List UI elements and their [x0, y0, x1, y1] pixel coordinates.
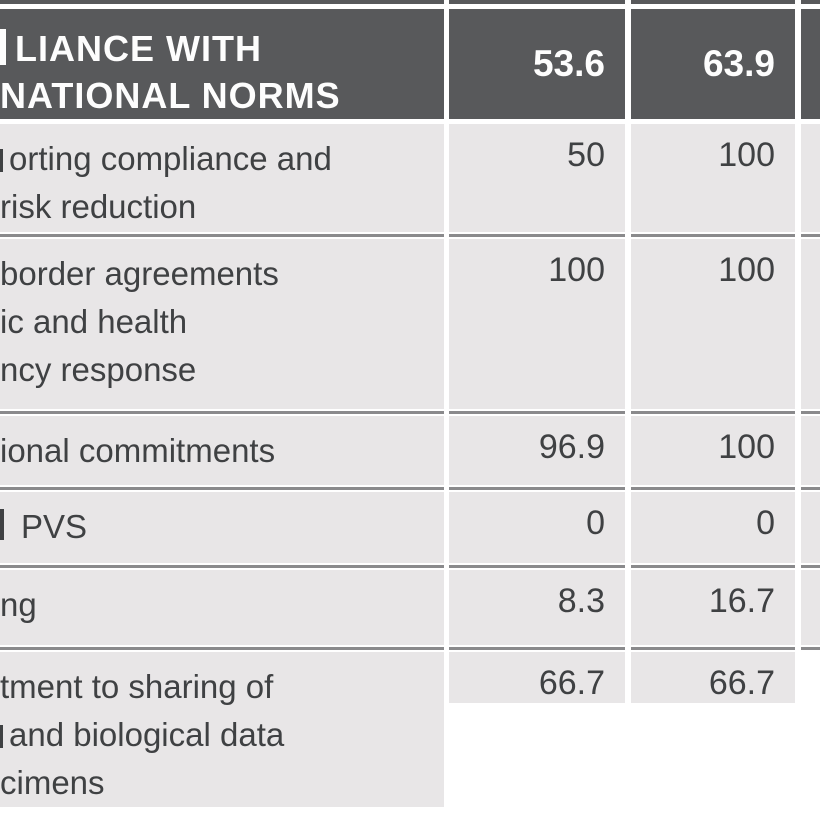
- row-separator: [0, 565, 820, 568]
- separator-segment: [0, 487, 444, 490]
- row-label-line: [0, 135, 444, 183]
- row-label-cell: [0, 124, 444, 232]
- separator-segment: [449, 565, 625, 568]
- previous-row-edge-segment: [449, 0, 625, 4]
- separator-segment: [801, 411, 820, 414]
- score-cell: 66.7: [631, 652, 795, 703]
- separator-segment: [0, 234, 444, 237]
- row-label-line: [0, 298, 444, 346]
- separator-segment: [0, 565, 444, 568]
- score-cell: 50: [449, 124, 625, 232]
- table-row: [0, 239, 820, 409]
- clipped-letter-glyph: [0, 149, 3, 172]
- separator-segment: [631, 411, 795, 414]
- clipped-letter-glyph: [0, 725, 3, 748]
- score-cell: 100: [449, 239, 625, 409]
- table-row: [0, 124, 820, 232]
- row-label-line: [0, 581, 444, 629]
- row-label-line: [0, 759, 444, 807]
- score-cell-clipped: [801, 416, 820, 485]
- separator-segment: [449, 487, 625, 490]
- row-label-cell: [0, 239, 444, 409]
- row-label-cell: [0, 570, 444, 645]
- previous-row-edge-segment: [631, 0, 795, 4]
- row-label-text: cimens: [0, 764, 105, 801]
- previous-row-edge-segment: [0, 0, 444, 4]
- row-label-text: ic and health: [0, 303, 188, 340]
- row-label-line: [0, 711, 444, 759]
- score-cell: 0: [449, 492, 625, 563]
- row-label-line: [0, 427, 444, 475]
- score-cell: 100: [631, 239, 795, 409]
- row-label-line: [0, 250, 444, 298]
- separator-segment: [801, 487, 820, 490]
- separator-segment: [631, 487, 795, 490]
- previous-row-edge-segment: [801, 0, 820, 4]
- score-cell-clipped: [801, 124, 820, 232]
- table-header-row: [0, 9, 820, 119]
- row-separator: [0, 487, 820, 490]
- separator-segment: [449, 647, 625, 650]
- separator-segment: [449, 411, 625, 414]
- score-cell-clipped: [801, 492, 820, 563]
- row-separator: [0, 234, 820, 237]
- previous-row-edge: [0, 0, 820, 4]
- row-label-text: border agreements: [0, 255, 279, 292]
- row-label-text: orting compliance and: [9, 140, 332, 177]
- score-cell: 66.7: [449, 652, 625, 703]
- clipped-letter-glyph: [0, 29, 6, 65]
- score-cell: 16.7: [631, 570, 795, 645]
- row-label-text: and biological data: [9, 716, 285, 753]
- header-score-cell: 53.6: [449, 9, 625, 119]
- separator-segment: [801, 565, 820, 568]
- header-category-label: [0, 9, 444, 119]
- score-cell: 96.9: [449, 416, 625, 485]
- row-separator: [0, 647, 820, 650]
- score-cell: 0: [631, 492, 795, 563]
- row-label-text: ional commitments: [0, 432, 276, 469]
- separator-segment: [449, 234, 625, 237]
- score-cell: 100: [631, 416, 795, 485]
- separator-segment: [631, 565, 795, 568]
- row-label-cell: [0, 652, 444, 807]
- row-separator: [0, 411, 820, 414]
- separator-segment: [631, 647, 795, 650]
- row-label-text: PVS: [21, 508, 88, 545]
- row-label-cell: [0, 492, 444, 563]
- table-row: [0, 570, 820, 645]
- score-cell: 8.3: [449, 570, 625, 645]
- score-cell: 100: [631, 124, 795, 232]
- separator-segment: [801, 647, 820, 650]
- row-label-line: [0, 503, 444, 551]
- row-label-cell: [0, 416, 444, 485]
- row-label-text: tment to sharing of: [0, 668, 274, 705]
- row-label-line: [0, 183, 444, 231]
- header-label-text: LIANCE WITH: [15, 28, 262, 69]
- header-label-line: [0, 72, 444, 119]
- header-score-cell: 63.9: [631, 9, 795, 119]
- table-row: [0, 492, 820, 563]
- row-label-text: ncy response: [0, 351, 197, 388]
- header-label-text: NATIONAL NORMS: [0, 75, 341, 116]
- row-label-text: risk reduction: [0, 188, 197, 225]
- separator-segment: [801, 234, 820, 237]
- separator-segment: [631, 234, 795, 237]
- score-cell-clipped: [801, 570, 820, 645]
- separator-segment: [0, 411, 444, 414]
- header-score-cell-clipped: [801, 9, 820, 119]
- row-label-line: [0, 663, 444, 711]
- row-label-line: [0, 346, 444, 394]
- table-row: [0, 652, 820, 807]
- separator-segment: [0, 647, 444, 650]
- table-row: [0, 416, 820, 485]
- clipped-letter-glyph: [0, 509, 4, 540]
- score-cell-clipped: [801, 239, 820, 409]
- row-label-text: ng: [0, 586, 37, 623]
- header-label-line: [0, 25, 444, 72]
